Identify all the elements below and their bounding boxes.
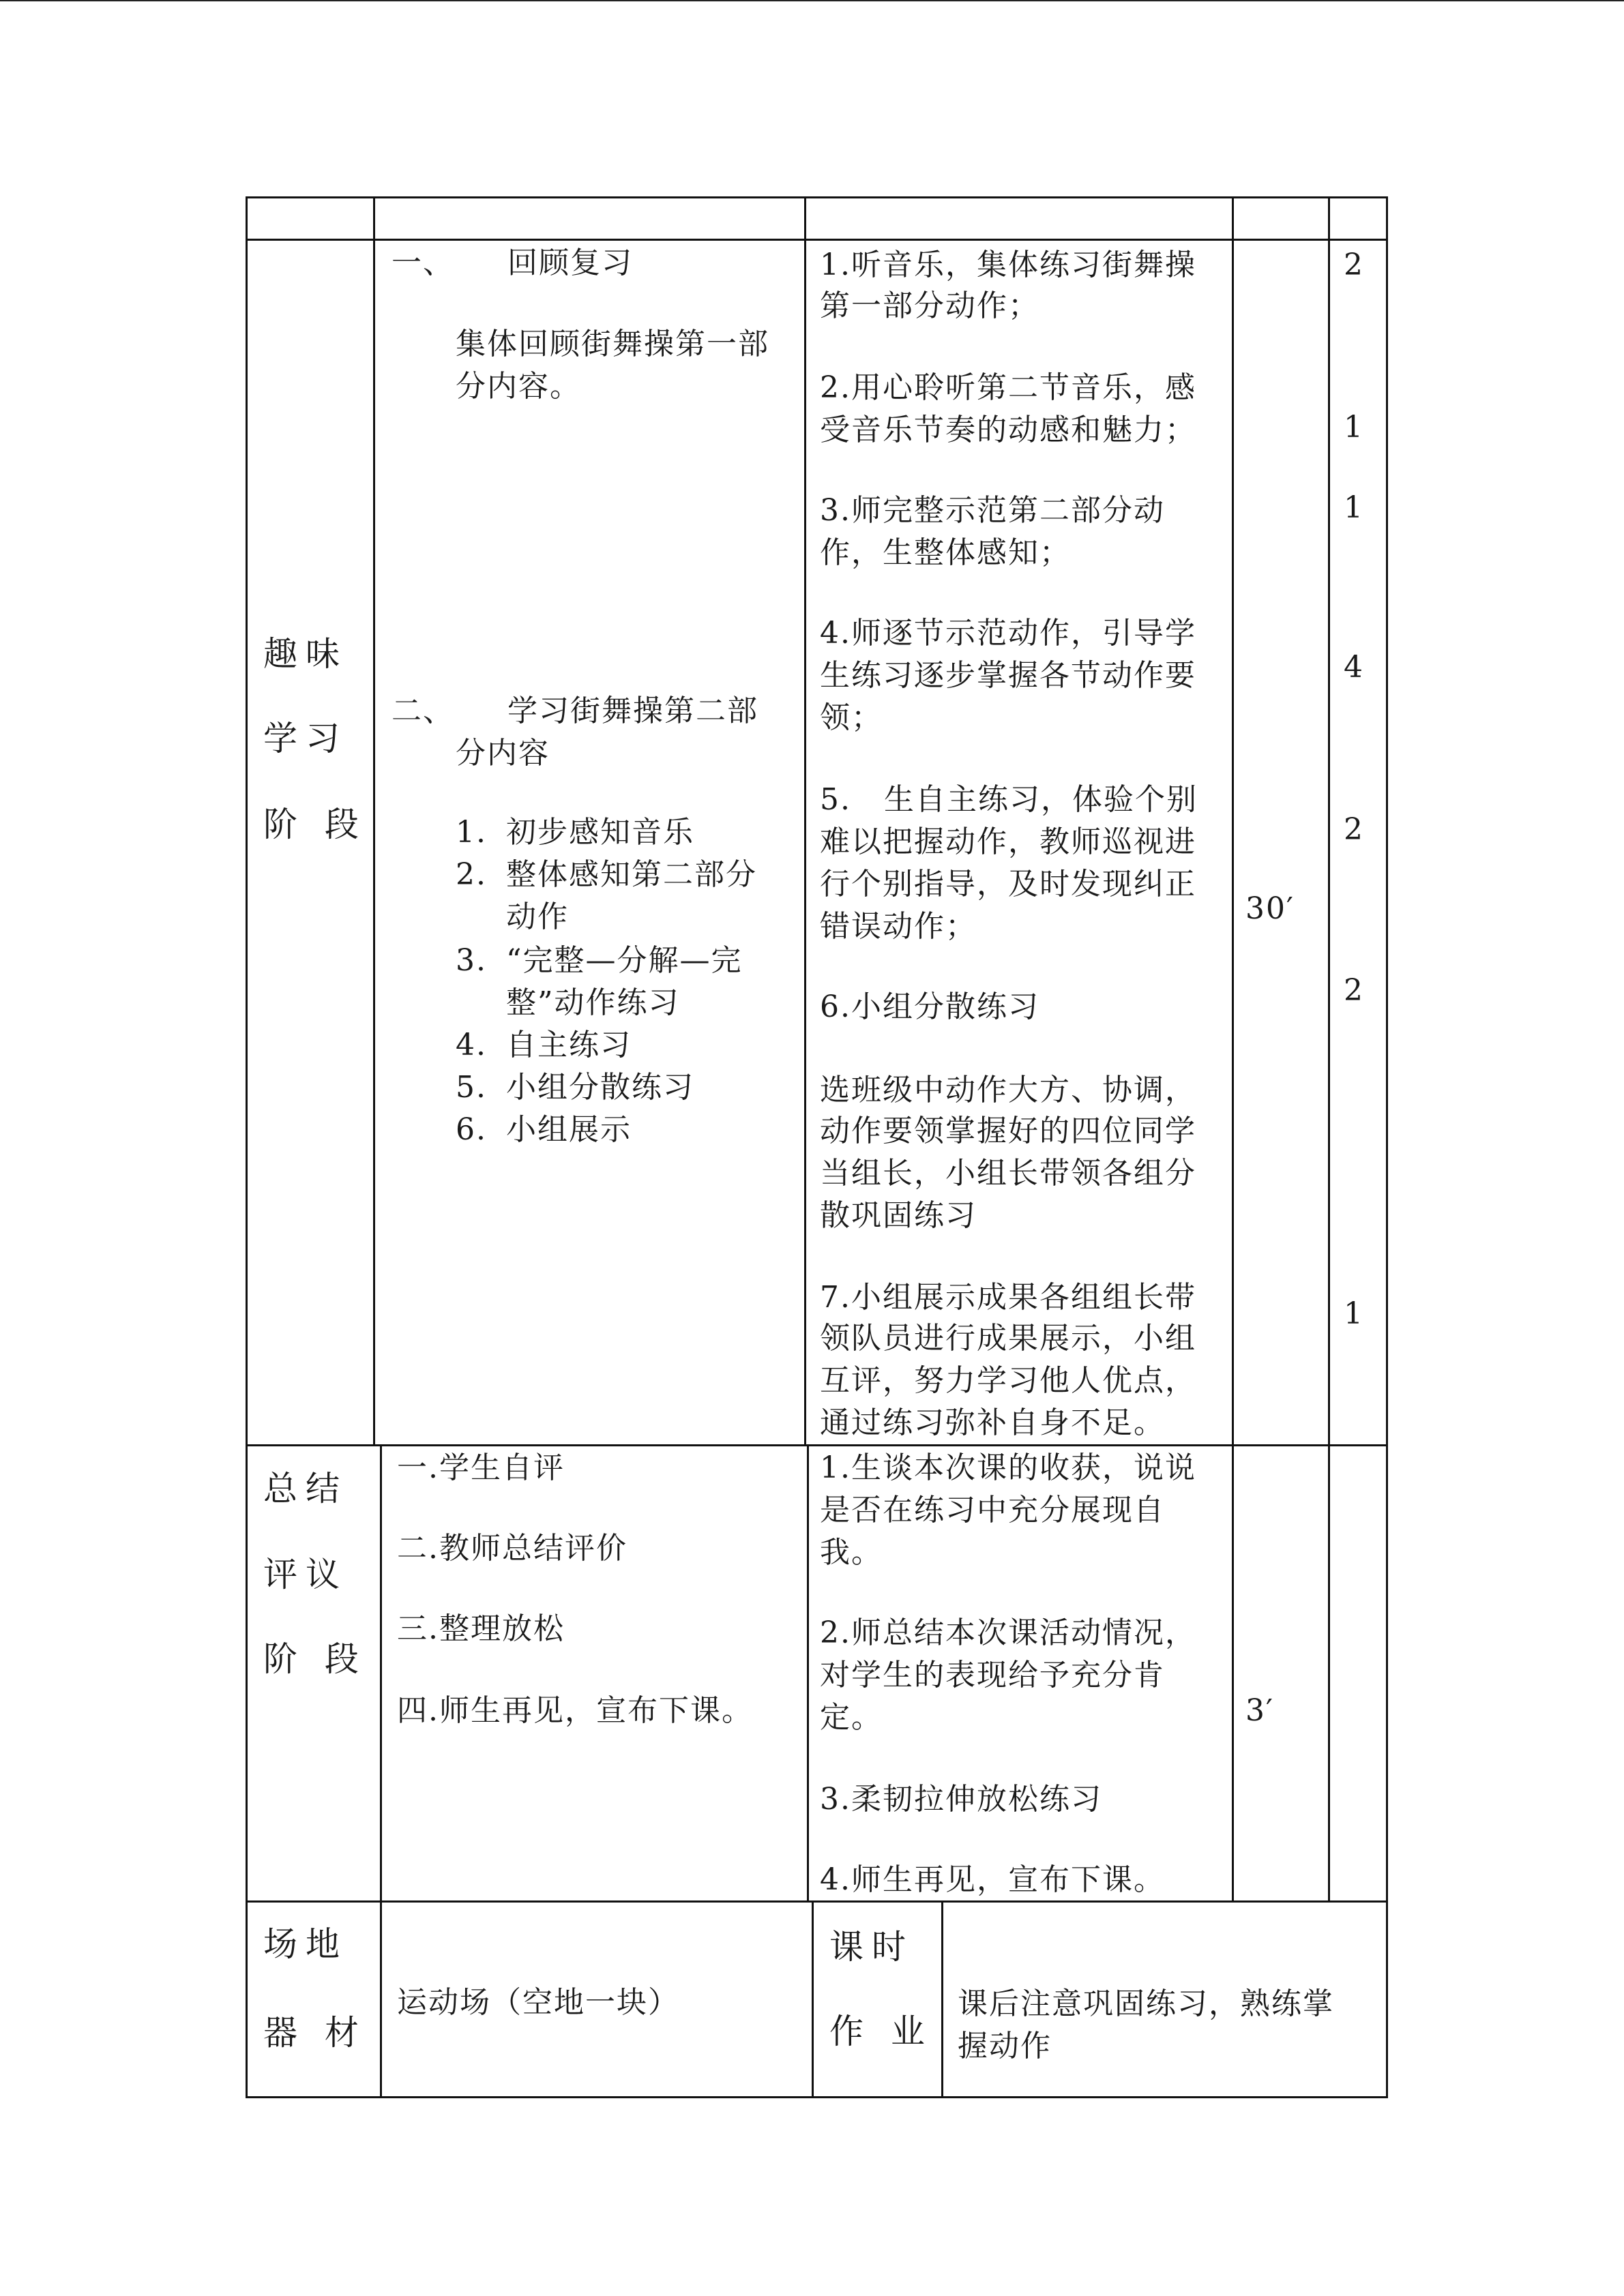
activity-5-line3: 行个别指导，及时发现纠正 xyxy=(820,867,1196,901)
count-5: 2 xyxy=(1344,812,1364,847)
col-divider-time xyxy=(1328,196,1330,1902)
summary-activity-1-line3: 我。 xyxy=(820,1535,883,1570)
count-6: 2 xyxy=(1344,973,1364,1008)
list-item-2-text-line1: 整体感知第二部分 xyxy=(506,857,757,892)
table-border-left xyxy=(246,196,248,2098)
activity-7-line1: 选班级中动作大方、协调， xyxy=(820,1073,1196,1107)
col-divider-stage xyxy=(373,196,375,1446)
homework-label-line1: 课时 xyxy=(829,1927,914,1967)
col-divider-venue-label xyxy=(380,1900,382,2098)
activity-5-line1: 5. 生自主练习，体验个别 xyxy=(820,782,1198,817)
list-item-4-text: 自主练习 xyxy=(506,1028,632,1062)
list-item-2-text-line2: 动作 xyxy=(506,899,569,934)
activity-4-line1: 4.师逐节示范动作，引导学 xyxy=(820,616,1196,651)
activity-7-line4: 散巩固练习 xyxy=(820,1198,977,1233)
count-3: 1 xyxy=(1344,490,1364,525)
count-4: 4 xyxy=(1344,650,1364,685)
list-item-6-num: 6. xyxy=(456,1112,487,1147)
venue-label-line1: 场地 xyxy=(263,1924,348,1964)
fun-row-divider xyxy=(246,1444,1388,1446)
review-line2: 分内容。 xyxy=(456,369,581,404)
activity-8-line3: 互评，努力学习他人优点， xyxy=(820,1363,1196,1398)
list-item-3-text-line1: “完整—分解—完 xyxy=(506,943,743,978)
activity-6-line1: 6.小组分散练习 xyxy=(820,989,1039,1024)
summary-activity-2-line2: 对学生的表现给予充分肯 xyxy=(820,1658,1165,1693)
col-divider-homework-label xyxy=(941,1900,943,2098)
review-heading-num: 一、 xyxy=(392,245,454,280)
list-item-6-text: 小组展示 xyxy=(506,1112,632,1147)
learn-heading-num: 二、 xyxy=(392,694,454,728)
summary-stage-label-line3: 阶 段 xyxy=(263,1639,367,1679)
summary-activity-3-line1: 3.柔韧拉伸放松练习 xyxy=(820,1782,1102,1817)
summary-content-2: 二.教师总结评价 xyxy=(397,1531,628,1566)
activity-7-line2: 动作要领掌握好的四位同学 xyxy=(820,1114,1196,1148)
activity-3-line1: 3.师完整示范第二部分动 xyxy=(820,493,1165,528)
activity-7-line3: 当组长，小组长带领各组分 xyxy=(820,1156,1196,1191)
list-item-4-num: 4. xyxy=(456,1028,487,1062)
activity-2-line1: 2.用心聆听第二节音乐，感 xyxy=(820,370,1196,405)
fun-stage-label-line3: 阶 段 xyxy=(263,805,367,844)
venue-value: 运动场（空地一块） xyxy=(397,1985,679,2020)
count-7: 1 xyxy=(1344,1296,1364,1331)
activity-8-line4: 通过练习弥补自身不足。 xyxy=(820,1405,1165,1440)
count-1: 2 xyxy=(1344,248,1364,282)
activity-1-line1: 1.听音乐，集体练习街舞操 xyxy=(820,248,1196,282)
activity-4-line2: 生练习逐步掌握各节动作要 xyxy=(820,658,1196,693)
list-item-5-text: 小组分散练习 xyxy=(506,1070,694,1105)
homework-line2: 握动作 xyxy=(958,2029,1052,2063)
homework-line1: 课后注意巩固练习，熟练掌 xyxy=(958,1986,1334,2021)
col-divider-activity xyxy=(1232,196,1234,1902)
activity-5-line4: 错误动作； xyxy=(820,909,977,944)
homework-label-line2: 作 业 xyxy=(829,2012,933,2051)
count-2: 1 xyxy=(1344,410,1364,445)
summary-stage-label-line2: 评议 xyxy=(263,1555,348,1594)
venue-label-line2: 器 材 xyxy=(263,2013,367,2053)
summary-stage-time: 3′ xyxy=(1245,1693,1274,1728)
table-border-top xyxy=(246,196,1388,198)
activity-5-line2: 难以把握动作，教师巡视进 xyxy=(820,824,1196,859)
learn-heading-line2: 分内容 xyxy=(456,736,550,771)
page-edge xyxy=(0,0,1624,1)
summary-stage-label-line1: 总结 xyxy=(263,1469,348,1508)
review-heading-text: 回顾复习 xyxy=(507,245,633,280)
fun-stage-label-line2: 学习 xyxy=(263,719,348,758)
list-item-1-text: 初步感知音乐 xyxy=(506,815,694,850)
table-border-right xyxy=(1386,196,1388,2098)
activity-8-line1: 7.小组展示成果各组组长带 xyxy=(820,1280,1196,1315)
list-item-3-num: 3. xyxy=(456,943,487,978)
summary-activity-2-line1: 2.师总结本次课活动情况， xyxy=(820,1615,1196,1650)
col-divider-venue-value xyxy=(812,1900,814,2098)
learn-heading-line1: 学习街舞操第二部 xyxy=(507,694,758,728)
activity-4-line3: 领； xyxy=(820,700,883,735)
summary-content-3: 三.整理放松 xyxy=(397,1611,565,1646)
list-item-5-num: 5. xyxy=(456,1070,487,1105)
col-divider-content xyxy=(804,196,806,1446)
list-item-3-text-line2: 整”动作练习 xyxy=(506,985,680,1020)
table-border-bottom xyxy=(246,2096,1388,2098)
summary-activity-1-line1: 1.生谈本次课的收获，说说 xyxy=(820,1450,1196,1485)
summary-activity-4-line1: 4.师生再见，宣布下课。 xyxy=(820,1862,1165,1897)
activity-1-line2: 第一部分动作； xyxy=(820,288,1039,323)
list-item-2-num: 2. xyxy=(456,857,487,892)
header-row-divider xyxy=(246,239,1388,241)
col-divider-stage-summary xyxy=(380,1444,382,1902)
review-line1: 集体回顾街舞操第一部 xyxy=(456,327,769,361)
summary-activity-1-line2: 是否在练习中充分展现自 xyxy=(820,1493,1165,1527)
list-item-1-num: 1. xyxy=(456,815,487,850)
activity-2-line2: 受音乐节奏的动感和魅力； xyxy=(820,413,1196,447)
summary-content-4: 四.师生再见，宣布下课。 xyxy=(397,1693,753,1728)
summary-content-1: 一.学生自评 xyxy=(397,1450,565,1485)
fun-stage-time: 30′ xyxy=(1245,891,1295,926)
activity-3-line2: 作，生整体感知； xyxy=(820,535,1071,570)
activity-8-line2: 领队员进行成果展示，小组 xyxy=(820,1321,1196,1356)
summary-activity-2-line3: 定。 xyxy=(820,1700,883,1735)
col-divider-content-summary xyxy=(807,1444,809,1902)
fun-stage-label-line1: 趣味 xyxy=(263,634,348,674)
summary-row-divider xyxy=(246,1900,1388,1903)
